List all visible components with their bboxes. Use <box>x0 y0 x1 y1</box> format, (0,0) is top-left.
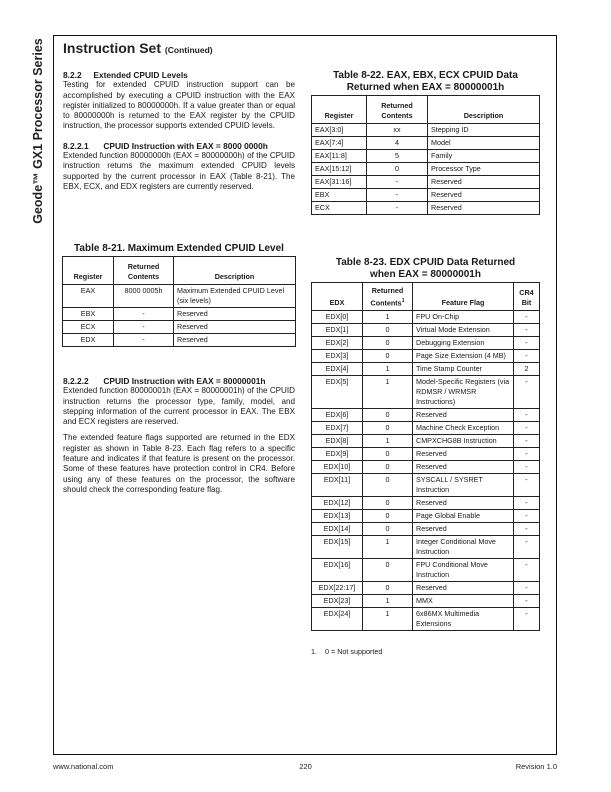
table-row <box>312 337 540 350</box>
table-cell: EDX[11] <box>312 474 363 497</box>
table-cell: - <box>514 337 540 350</box>
revision: Revision 1.0 <box>515 762 557 771</box>
table-cell: Processor Type <box>428 163 540 176</box>
table-cell: 0 <box>363 461 413 474</box>
table-cell: - <box>514 350 540 363</box>
table-cell: EDX[6] <box>312 409 363 422</box>
table-cell: - <box>514 435 540 448</box>
table-cell: 0 <box>367 163 428 176</box>
page-heading-suffix: (Continued) <box>164 45 213 55</box>
table-cell: Model-Specific Registers (via RDMSR / WRMSR Instructions) <box>413 376 514 409</box>
table-cell: Reserved <box>428 189 540 202</box>
table-cell: EAX[15:12] <box>312 163 367 176</box>
table-cell: EDX[4] <box>312 363 363 376</box>
table-cell: Reserved <box>413 523 514 536</box>
table-cell: CMPXCHG8B Instruction <box>413 435 514 448</box>
table-cell: - <box>514 523 540 536</box>
table-cell: Reserved <box>413 409 514 422</box>
table-cell: 1 <box>363 608 413 631</box>
column-header: CR4 Bit <box>514 283 540 311</box>
table-cell: 0 <box>363 337 413 350</box>
table-row <box>312 202 540 215</box>
table-row <box>312 608 540 631</box>
page-number: 220 <box>299 762 312 771</box>
table-cell: FPU Conditional Move Instruction <box>413 559 514 582</box>
table-row <box>312 448 540 461</box>
table-cell: EBX <box>312 189 367 202</box>
table-row <box>312 350 540 363</box>
table-row <box>312 559 540 582</box>
table-cell: Family <box>428 150 540 163</box>
table-cell: EDX[10] <box>312 461 363 474</box>
table-cell: 1 <box>363 595 413 608</box>
side-title <box>28 36 48 226</box>
table-cell: Page Global Enable <box>413 510 514 523</box>
table-row <box>63 334 296 347</box>
table-cell: 0 <box>363 409 413 422</box>
table-cell: EDX <box>63 334 114 347</box>
table-cell: EBX <box>63 308 114 321</box>
table-footnote <box>311 647 382 656</box>
table-cell: EDX[16] <box>312 559 363 582</box>
table-cell: 0 <box>363 474 413 497</box>
table-cell: - <box>514 448 540 461</box>
table-cell: 0 <box>363 523 413 536</box>
table-cell: EDX[24] <box>312 608 363 631</box>
table-cell: EAX[11:8] <box>312 150 367 163</box>
table-cell: - <box>514 324 540 337</box>
table-cell: Page Size Extension (4 MB) <box>413 350 514 363</box>
table-row <box>312 435 540 448</box>
table-cell: - <box>367 176 428 189</box>
table-row <box>312 137 540 150</box>
column-header: EDX <box>312 283 363 311</box>
table-cell: Reserved <box>174 334 296 347</box>
table-cell: Reserved <box>413 582 514 595</box>
table-cell: EDX[22:17] <box>312 582 363 595</box>
table-cell: Reserved <box>413 461 514 474</box>
table-cell: Reserved <box>428 202 540 215</box>
section-number: 8.2.2.1 <box>63 140 89 151</box>
table-cell: 1 <box>363 435 413 448</box>
table-cell: Time Stamp Counter <box>413 363 514 376</box>
table-cell: EDX[5] <box>312 376 363 409</box>
table-cell: - <box>514 422 540 435</box>
table-cell: - <box>114 308 174 321</box>
section-number: 8.2.2 <box>63 70 82 80</box>
table-cell: - <box>514 311 540 324</box>
footnote-mark: 1 <box>401 297 405 304</box>
table-row <box>312 150 540 163</box>
table-cell: Integer Conditional Move Instruction <box>413 536 514 559</box>
table-cell: ECX <box>312 202 367 215</box>
table-8-21 <box>62 256 296 347</box>
table-cell: Reserved <box>428 176 540 189</box>
table-title-line: Returned when EAX = 80000001h <box>346 82 505 93</box>
section-text: Testing for extended CPUID instruction support can be accomplished by executing a CPUID instruction with the EAX register initialized to 80000000h. If a value greater than or equal to 80000000h is returned to the EAX register by the CPUID instruction, the processor supports extended CPUID levels. <box>63 80 295 131</box>
table-cell: ECX <box>63 321 114 334</box>
table-row <box>312 324 540 337</box>
table-cell: 5 <box>367 150 428 163</box>
column-header: Description <box>428 96 540 124</box>
section-title: CPUID Instruction with EAX = 8000 0000h <box>103 140 268 151</box>
table-cell: - <box>514 474 540 497</box>
table-cell: - <box>514 536 540 559</box>
table-title-line: when EAX = 80000001h <box>370 269 481 280</box>
table-row <box>312 536 540 559</box>
table-cell: EAX <box>63 285 114 308</box>
table-cell: EDX[2] <box>312 337 363 350</box>
table-cell: - <box>514 595 540 608</box>
section-title: Extended CPUID Levels <box>93 70 188 80</box>
table-row <box>312 461 540 474</box>
table-cell: 0 <box>363 448 413 461</box>
table-cell: EDX[8] <box>312 435 363 448</box>
table-cell: 0 <box>363 497 413 510</box>
table-cell: - <box>367 202 428 215</box>
table-cell: EDX[14] <box>312 523 363 536</box>
table-cell: - <box>367 189 428 202</box>
table-row <box>312 163 540 176</box>
table-cell: 1 <box>363 536 413 559</box>
table-row <box>312 363 540 376</box>
table-cell: Reserved <box>174 321 296 334</box>
table-cell: 1 <box>363 376 413 409</box>
table-cell: 2 <box>514 363 540 376</box>
footnote-number: 1. <box>311 647 317 656</box>
table-cell: 0 <box>363 582 413 595</box>
page-heading <box>63 40 213 56</box>
footnote-text: 0 = Not supported <box>325 647 383 656</box>
table-cell: Maximum Extended CPUID Level (six levels) <box>174 285 296 308</box>
section-8-2-2-2 <box>63 376 295 495</box>
table-row <box>312 176 540 189</box>
table-cell: xx <box>367 124 428 137</box>
table-cell: - <box>514 409 540 422</box>
table-cell: EDX[1] <box>312 324 363 337</box>
section-heading <box>63 376 295 386</box>
table-cell: - <box>514 608 540 631</box>
table-cell: Debugging Extension <box>413 337 514 350</box>
table-row <box>63 285 296 308</box>
section-text: The extended feature flags supported are returned in the EDX register as shown in Table 8-23. Each flag refers to a specific feature and indicates if that feature is present on the processor. Some of these features have protection control in CR4. Before using any of these features on the processor, the software should check the corresponding feature flag. <box>63 433 295 494</box>
table-cell: SYSCALL / SYSRET Instruction <box>413 474 514 497</box>
table-cell: 6x86MX Multimedia Extensions <box>413 608 514 631</box>
table-cell: 0 <box>363 350 413 363</box>
column-header: Returned Contents <box>114 257 174 285</box>
table-cell: - <box>514 559 540 582</box>
table-cell: Stepping ID <box>428 124 540 137</box>
table-row <box>312 497 540 510</box>
table-row <box>312 124 540 137</box>
table-cell: EDX[3] <box>312 350 363 363</box>
table-cell: 0 <box>363 422 413 435</box>
section-number: 8.2.2.2 <box>63 376 89 386</box>
table-cell: EDX[23] <box>312 595 363 608</box>
footer-url: www.national.com <box>53 762 114 771</box>
table-8-22 <box>311 95 540 215</box>
table-row <box>312 595 540 608</box>
table-cell: EDX[13] <box>312 510 363 523</box>
table-row <box>312 376 540 409</box>
table-cell: 0 <box>363 559 413 582</box>
table-row <box>312 523 540 536</box>
table-cell: 0 <box>363 324 413 337</box>
table-cell: EDX[9] <box>312 448 363 461</box>
table-row <box>63 321 296 334</box>
table-8-21-title: Table 8-21. Maximum Extended CPUID Level <box>74 243 284 254</box>
section-text: Extended function 80000001h (EAX = 80000001h) of the CPUID instruction returns the processor type, family, model, and stepping information of the current processor in EAX. The EBX and ECX registers are reserved. <box>63 386 295 427</box>
table-cell: EDX[12] <box>312 497 363 510</box>
column-header: Feature Flag <box>413 283 514 311</box>
table-row <box>312 582 540 595</box>
table-8-22-title <box>311 70 540 94</box>
series-title: Geode™ GX1 Processor Series <box>31 38 45 224</box>
section-heading <box>63 141 295 151</box>
table-row <box>312 510 540 523</box>
table-8-23 <box>311 282 540 631</box>
table-cell: 0 <box>363 510 413 523</box>
column-header-text: Returned Contents <box>370 285 404 307</box>
page-heading-title: Instruction Set <box>63 40 162 56</box>
table-cell: Machine Check Exception <box>413 422 514 435</box>
table-cell: - <box>114 334 174 347</box>
table-row <box>312 422 540 435</box>
table-row <box>63 308 296 321</box>
table-cell: Model <box>428 137 540 150</box>
table-title-line: Table 8-22. EAX, EBX, ECX CPUID Data <box>333 70 518 81</box>
table-cell: EDX[0] <box>312 311 363 324</box>
table-cell: Reserved <box>413 497 514 510</box>
table-cell: FPU On-Chip <box>413 311 514 324</box>
table-cell: - <box>514 582 540 595</box>
column-header: Returned Contents <box>367 96 428 124</box>
section-text: Extended function 80000000h (EAX = 80000000h) of the CPUID instruction returns the maximum extended CPUID levels supported by the current processor in EAX (Table 8-21). The EBX, ECX, and EDX registers are currently reserved. <box>63 151 295 191</box>
table-cell: 1 <box>363 311 413 324</box>
table-row <box>312 189 540 202</box>
section-heading <box>63 70 295 80</box>
table-cell: - <box>514 376 540 409</box>
table-title-line: Table 8-23. EDX CPUID Data Returned <box>335 257 516 268</box>
table-cell: MMX <box>413 595 514 608</box>
table-cell: Virtual Mode Extension <box>413 324 514 337</box>
table-cell: 4 <box>367 137 428 150</box>
table-row <box>312 311 540 324</box>
section-title: CPUID Instruction with EAX = 80000001h <box>103 376 266 386</box>
column-header: Register <box>63 257 114 285</box>
table-cell: EAX[31:16] <box>312 176 367 189</box>
table-cell: - <box>514 497 540 510</box>
section-8-2-2 <box>63 70 295 192</box>
table-cell: - <box>114 321 174 334</box>
column-header <box>363 283 413 311</box>
table-8-23-title <box>311 257 540 281</box>
table-cell: Reserved <box>174 308 296 321</box>
table-cell: EDX[7] <box>312 422 363 435</box>
table-cell: EDX[15] <box>312 536 363 559</box>
table-cell: 1 <box>363 363 413 376</box>
column-header: Description <box>174 257 296 285</box>
table-cell: 8000 0005h <box>114 285 174 308</box>
table-cell: EAX[7:4] <box>312 137 367 150</box>
table-cell: - <box>514 461 540 474</box>
table-row <box>312 474 540 497</box>
table-cell: Reserved <box>413 448 514 461</box>
table-cell: EAX[3:0] <box>312 124 367 137</box>
column-header: Register <box>312 96 367 124</box>
table-row <box>312 409 540 422</box>
table-cell: - <box>514 510 540 523</box>
